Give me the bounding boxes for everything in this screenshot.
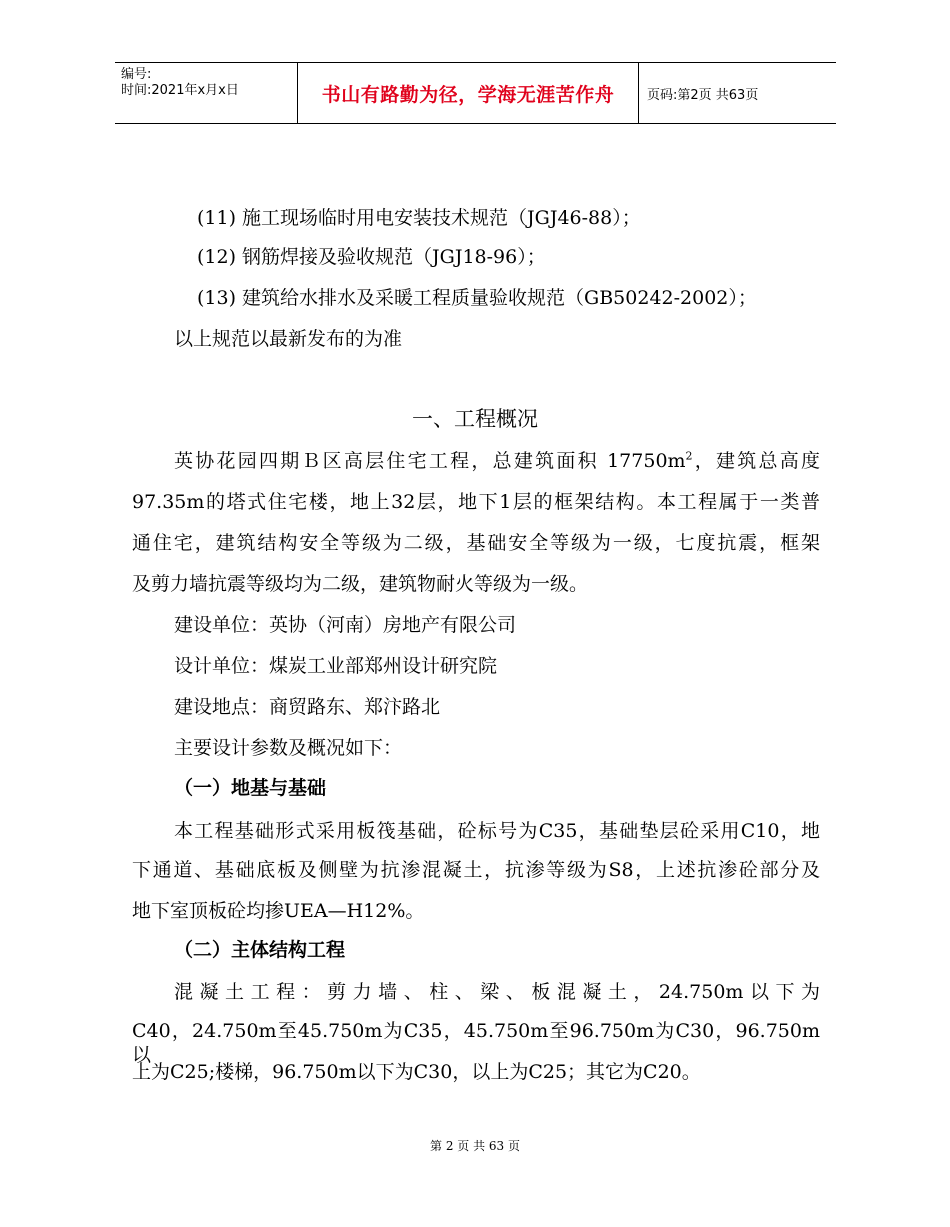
list-item: (11) 施工现场临时用电安装技术规范（JGJ46-88）； xyxy=(197,207,641,229)
header-page-info: 页码:第2页 共63页 xyxy=(647,87,759,103)
standards-note: 以上规范以最新发布的为准 xyxy=(174,328,403,350)
list-item: (12) 钢筋焊接及验收规范（JGJ18-96）； xyxy=(197,246,546,268)
overview-line-2: 97.35m的塔式住宅楼，地上32层，地下1层的框架结构。本工程属于一类普 xyxy=(132,491,820,513)
document-number-label: 编号: xyxy=(121,67,152,82)
foundation-line-1: 本工程基础形式采用板筏基础，砼标号为C35，基础垫层砼采用C10，地 xyxy=(174,820,820,842)
overview-text: 英协花园四期Ｂ区高层住宅工程，总建筑面积 17750m xyxy=(174,450,686,472)
foundation-line-3: 地下室顶板砼均掺UEA—H12%。 xyxy=(132,900,425,922)
overview-text: ，建筑总高度 xyxy=(692,450,820,472)
foundation-line-2: 下通道、基础底板及侧壁为抗渗混凝土，抗渗等级为S8，上述抗渗砼部分及 xyxy=(132,859,820,881)
subsection-title-foundation: （一）地基与基础 xyxy=(174,777,327,799)
header-motto-cell xyxy=(298,63,639,123)
overview-line-4: 及剪力墙抗震等级均为二级，建筑物耐火等级为一级。 xyxy=(132,573,589,595)
structure-line-1: 混凝土工程：剪力墙、柱、梁、板混凝土，24.750m以下为 xyxy=(174,981,820,1003)
page-header xyxy=(115,62,836,124)
location-info: 建设地点：商贸路东、郑汴路北 xyxy=(174,696,441,718)
document-time-label: 时间:2021年x月x日 xyxy=(121,83,239,98)
section-title: 一、工程概况 xyxy=(412,407,538,431)
client-info: 建设单位：英协（河南）房地产有限公司 xyxy=(174,614,517,636)
designer-info: 设计单位：煤炭工业部郑州设计研究院 xyxy=(174,655,498,677)
page-footer: 第 2 页 共 63 页 xyxy=(430,1139,520,1153)
structure-line-2: C40，24.750m至45.750m为C35，45.750m至96.750m为C30，96.750m以 xyxy=(132,1020,820,1066)
subsection-title-structure: （二）主体结构工程 xyxy=(174,939,346,961)
header-meta xyxy=(115,63,298,123)
overview-line-3: 通住宅，建筑结构安全等级为二级，基础安全等级为一级，七度抗震，框架 xyxy=(132,532,820,554)
list-item: (13) 建筑给水排水及采暖工程质量验收规范（GB50242-2002）； xyxy=(197,287,757,309)
structure-line-3: 上为C25;楼梯，96.750m以下为C30，以上为C25；其它为C20。 xyxy=(132,1061,701,1083)
overview-line-1 xyxy=(174,449,820,473)
params-intro: 主要设计参数及概况如下： xyxy=(174,737,403,759)
area-unit-superscript: 2 xyxy=(685,449,693,463)
header-motto: 书山有路勤为径，学海无涯苦作舟 xyxy=(321,83,615,106)
